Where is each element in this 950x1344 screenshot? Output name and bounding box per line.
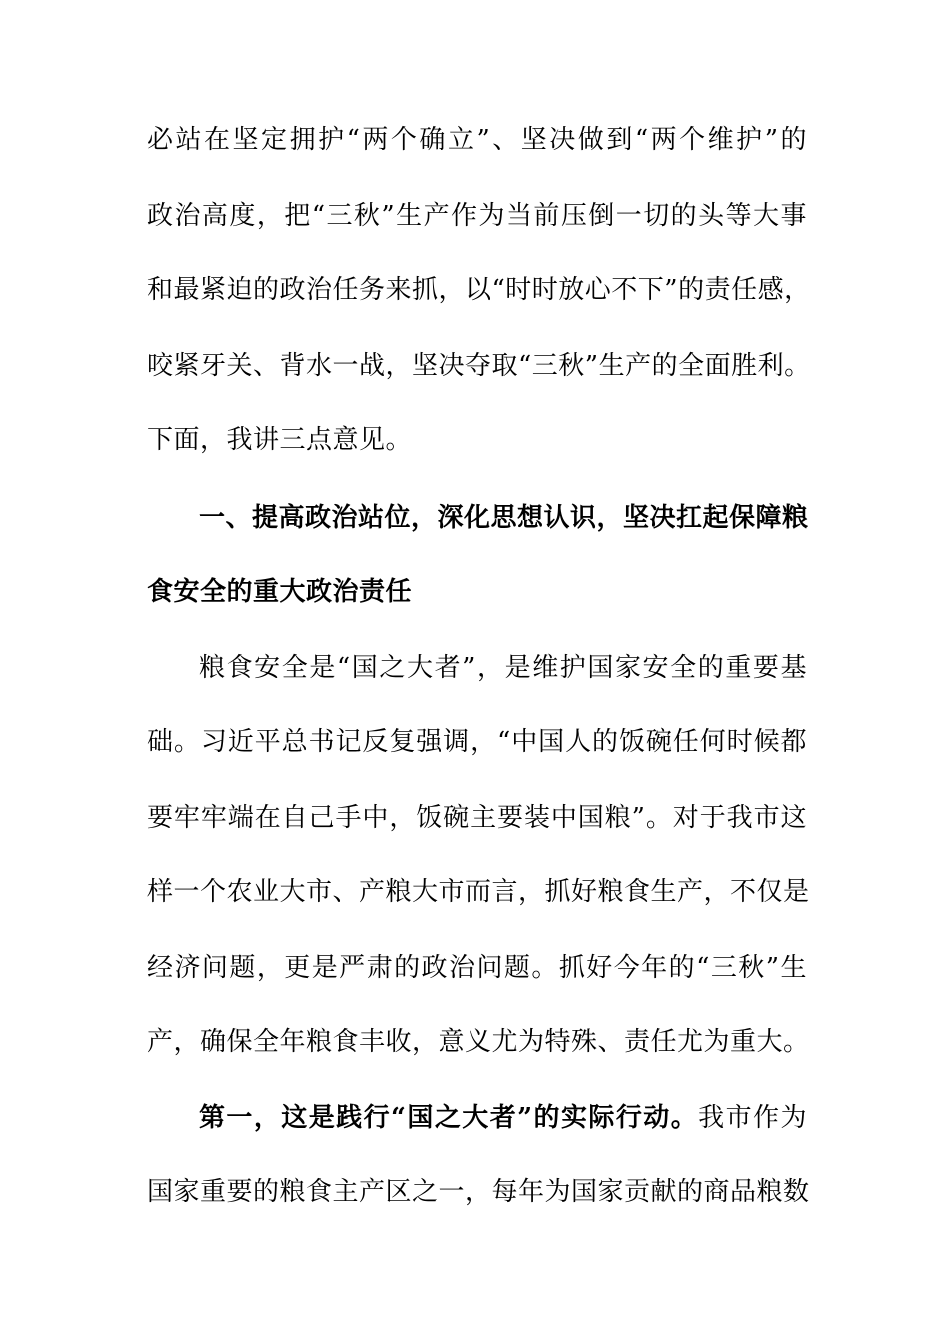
point-lead-line — [199, 1098, 807, 1138]
point-lead-bold: 第一，这是践行“国之大者”的实际行动。 — [199, 1103, 699, 1133]
body-text-line: 政治高度，把“三秋”生产作为当前压倒一切的头等大事 — [147, 201, 807, 231]
body-text-line: 和最紧迫的政治任务来抓，以“时时放心不下”的责任感， — [147, 275, 811, 305]
body-text-line: 础。习近平总书记反复强调，“中国人的饭碗任何时候都 — [147, 727, 807, 757]
body-text-line: 咬紧牙关、背水一战，坚决夺取“三秋”生产的全面胜利。 — [147, 351, 811, 381]
section-heading-line: 一、提高政治站位，深化思想认识，坚决扛起保障粮 — [199, 503, 809, 533]
body-text-line: 经济问题，更是严肃的政治问题。抓好今年的“三秋”生 — [147, 953, 807, 983]
body-text-line: 必站在坚定拥护“两个确立”、坚决做到“两个维护”的 — [147, 125, 807, 155]
body-text-line: 样一个农业大市、产粮大市而言，抓好粮食生产，不仅是 — [147, 877, 810, 907]
body-text-line: 下面，我讲三点意见。 — [147, 425, 413, 455]
body-text-line: 产，确保全年粮食丰收，意义尤为特殊、责任尤为重大。 — [147, 1027, 810, 1057]
body-text-line: 国家重要的粮食主产区之一，每年为国家贡献的商品粮数 — [147, 1177, 810, 1207]
body-text-line: 要牢牢端在自己手中，饭碗主要装中国粮”。对于我市这 — [147, 803, 807, 833]
section-heading-line: 食安全的重大政治责任 — [147, 577, 413, 607]
body-text-line: 粮食安全是“国之大者”，是维护国家安全的重要基 — [199, 653, 807, 683]
point-lead-rest: 我市作为 — [698, 1103, 807, 1133]
